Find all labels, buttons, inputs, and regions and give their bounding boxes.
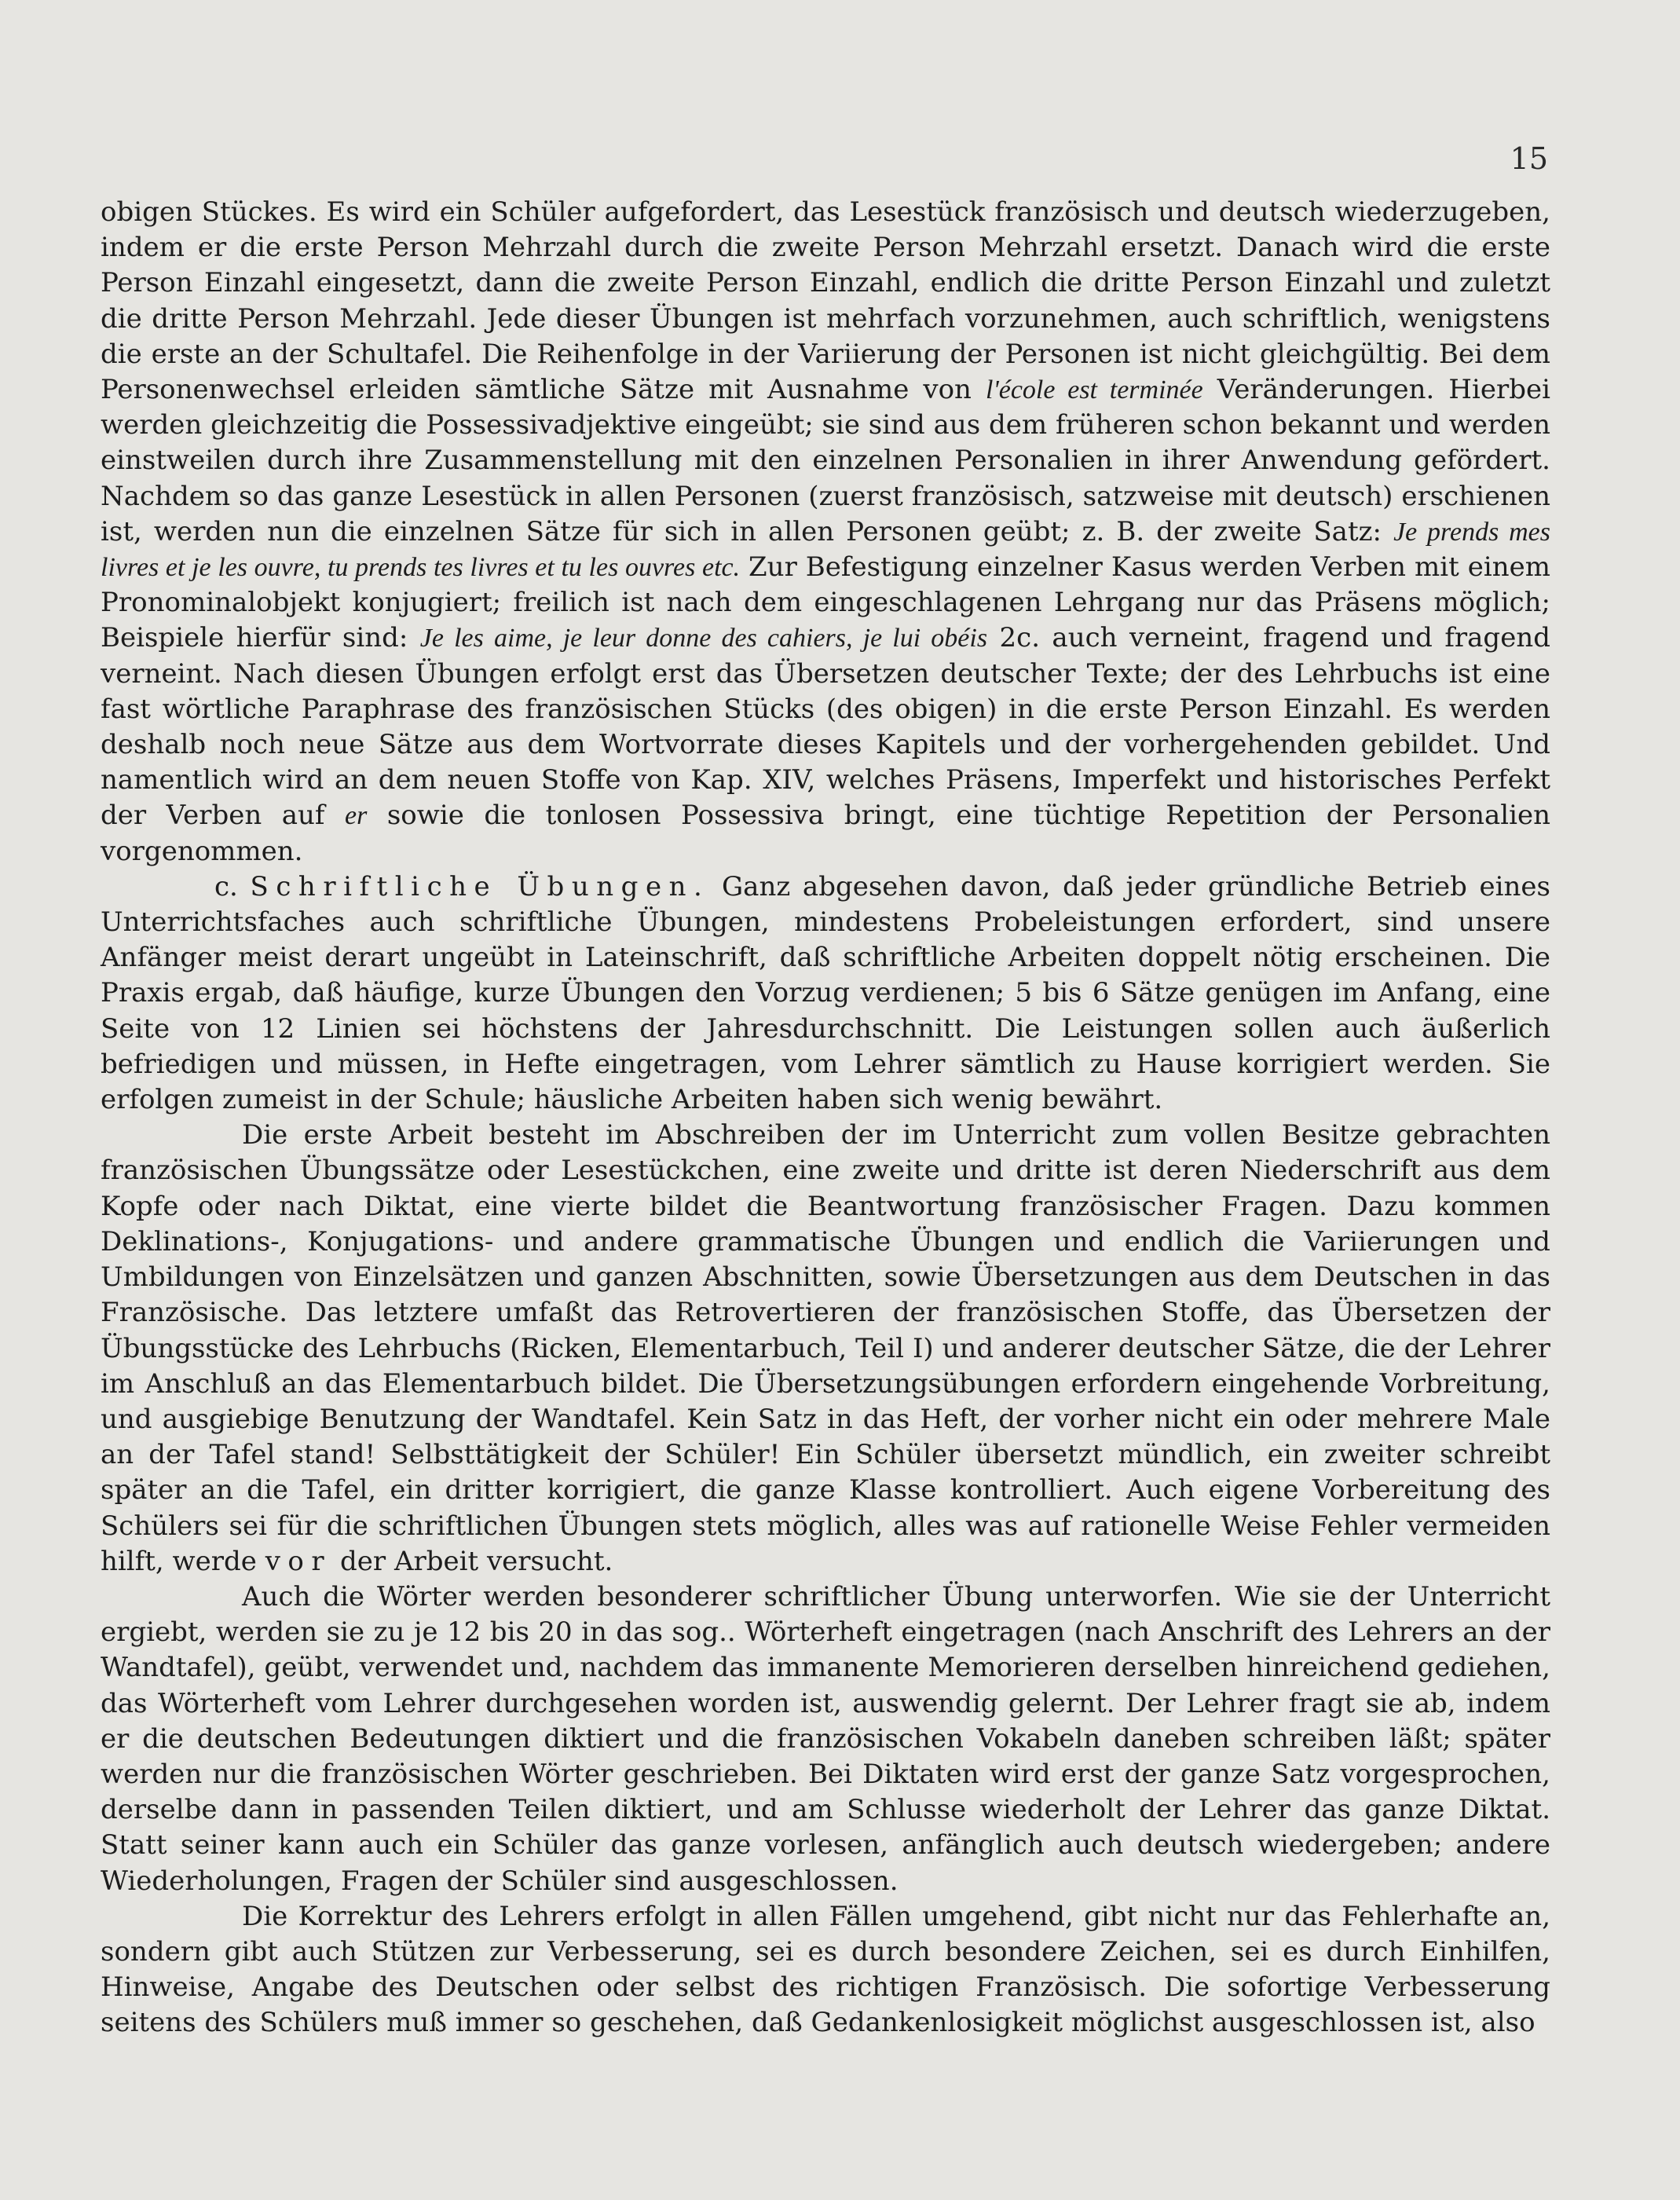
text-run: c. [214,870,251,902]
italic-phrase: Je les aime, je leur donne des cahiers, je lui obéis [419,624,988,653]
paragraph-p4 [101,1580,1550,1899]
text-run: Zur Befestigung einzelner Kasus werden Verben mit einem Pronominalobjekt konjugiert; freilich ist nach dem eingeschlagenen Lehrgang nur das Präsens möglich; Beispiele hierfür sind: [101,551,1550,654]
text-run: Die erste Arbeit besteht im Abschreiben der im Unterricht zum vollen Besitze gebrachten französischen Übungssätze oder Lesestückchen, eine zweite und dritte ist deren Niederschrift aus dem Kopfe oder nach Diktat, eine vierte bildet die Beantwortung französischer Fragen. Dazu kommen Deklinations-, Konjugations- und andere grammatische Übungen und endlich die Variierungen und Umbildungen von Einzelsätzen und ganzen Abschnitten, sowie Übersetzungen aus dem Deutschen in das Französische. Das letztere umfaßt das Retrovertieren der französischen Stoffe, das Übersetzen der Übungsstücke des Lehrbuchs (Ricken, Elementarbuch, Teil I) und anderer deutscher Sätze, die der Lehrer im Anschluß an das Elementarbuch bildet. Die Übersetzungsübungen erfordern eingehende Vorbreitung, und ausgiebige Benutzung der Wandtafel. Kein Satz in das Heft, der vorher nicht ein oder mehrere Male an der Tafel stand! Selbsttätigkeit der Schüler! Ein Schüler übersetzt mündlich, ein zweiter schreibt später an die Tafel, ein dritter korrigiert, die ganze Klasse kontrolliert. Auch eigene Vorbereitung des Schülers sei für die schriftlichen Übungen stets möglich, alles was auf rationelle Weise Fehler vermeiden hilft, werde [101,1119,1550,1577]
text-run: Die Korrektur des Lehrers erfolgt in allen Fällen umgehend, gibt nicht nur das Fehlerhafte an, sondern gibt auch Stützen zur Verbesserung, sei es durch besondere Zeichen, sei es durch Einhilfen, Hinweise, Angabe des Deutschen oder selbst des richtigen Französisch. Die sofortige Verbesserung seitens des Schülers muß immer so geschehen, daß Gedankenlosigkeit möglichst ausgeschlossen ist, also [101,1900,1550,2039]
italic-phrase: er [345,801,368,831]
text-run: Ganz abgesehen davon, daß jeder gründliche Betrieb eines Unterrichtsfaches auch schriftliche Übungen, mindestens Probeleistungen erfordert, sind unsere Anfänger meist derart ungeübt in Lateinschrift, daß schriftliche Arbeiten doppelt nötig erscheinen. Die Praxis ergab, daß häufige, kurze Übungen den Vorzug verdienen; 5 bis 6 Sätze genügen im Anfang, eine Seite von 12 Linien sei höchstens der Jahresdurchschnitt. Die Leistungen sollen auch äußerlich befriedigen und müssen, in Hefte eingetragen, vom Lehrer sämtlich zu Hause korrigiert werden. Sie erfolgen zumeist in der Schule; häusliche Arbeiten haben sich wenig bewährt. [101,870,1550,1116]
spaced-emphasis: Schriftliche Übungen. [250,870,710,902]
page-number: 15 [1510,141,1548,176]
text-run: obigen Stückes. Es wird ein Schüler aufgefordert, das Lesestück französisch und deutsch wiederzugeben, indem er die erste Person Mehrzahl durch die zweite Person Mehrzahl ersetzt. Danach wird die erste Person Einzahl eingesetzt, dann die zweite Person Einzahl, endlich die dritte Person Einzahl und zuletzt die dritte Person Mehrzahl. Jede dieser Übungen ist mehrfach vorzunehmen, auch schriftlich, wenigstens die erste an der Schultafel. Die Reihenfolge in der Variierung der Personen ist nicht gleichgültig. Bei dem Personenwechsel erleiden sämtliche Sätze mit Ausnahme von [101,196,1550,406]
text-run: Veränderungen. Hierbei werden gleichzeitig die Possessivadjektive eingeübt; sie sind aus dem früheren schon bekannt und werden einstweilen durch ihre Zusammenstellung mit den einzelnen Personalien in ihrer Anwendung gefördert. Nachdem so das ganze Lesestück in allen Personen (zuerst französisch, satzweise mit deutsch) erschienen ist, werden nun die einzelnen Sätze für sich in allen Personen geübt; z. B. der zweite Satz: [101,374,1551,547]
paragraph-p2 [101,869,1550,1118]
spaced-emphasis: vor [265,1545,332,1577]
text-run: der Arbeit versucht. [331,1545,613,1577]
paragraph-p5 [101,1899,1550,2041]
paragraph-p1 [101,195,1550,869]
italic-phrase: l'école est terminée [986,375,1203,405]
text-run: 2c. auch verneint, fragend und fragend verneint. Nach diesen Übungen erfolgt erst das Übersetzen deutscher Texte; der des Lehrbuchs ist eine fast wörtliche Paraphrase des französischen Stücks (des obigen) in die erste Person Einzahl. Es werden deshalb noch neue Sätze aus dem Wortvorrate dieses Kapitels und der vorhergehenden gebildet. Und namentlich wird an dem neuen Stoffe von Kap. XIV, welches Präsens, Imperfekt und historisches Perfekt der Verben auf [101,622,1550,832]
body-text [101,195,1550,2041]
paragraph-p3 [101,1118,1550,1580]
italic-phrase: Je prends mes livres et je les ouvre, tu prends tes livres et tu les ouvres etc. [101,517,1550,583]
text-run: sowie die tonlosen Possessiva bringt, eine tüchtige Repetition der Personalien vorgenommen. [101,800,1551,867]
text-run: Auch die Wörter werden besonderer schriftlicher Übung unterworfen. Wie sie der Unterricht ergiebt, werden sie zu je 12 bis 20 in das sog.. Wörterheft eingetragen (nach Anschrift des Lehrers an der Wandtafel), geübt, verwendet und, nachdem das immanente Memorieren derselben hinreichend gediehen, das Wörterheft vom Lehrer durchgesehen worden ist, auswendig gelernt. Der Lehrer fragt sie ab, indem er die deutschen Bedeutungen diktiert und die französischen Vokabeln daneben schreiben läßt; später werden nur die französischen Wörter geschrieben. Bei Diktaten wird erst der ganze Satz vorgesprochen, derselbe dann in passenden Teilen diktiert, und am Schlusse wiederholt der Lehrer das ganze Diktat. Statt seiner kann auch ein Schüler das ganze vorlesen, anfänglich auch deutsch wiedergeben; andere Wiederholungen, Fragen der Schüler sind ausgeschlossen. [101,1580,1550,1897]
